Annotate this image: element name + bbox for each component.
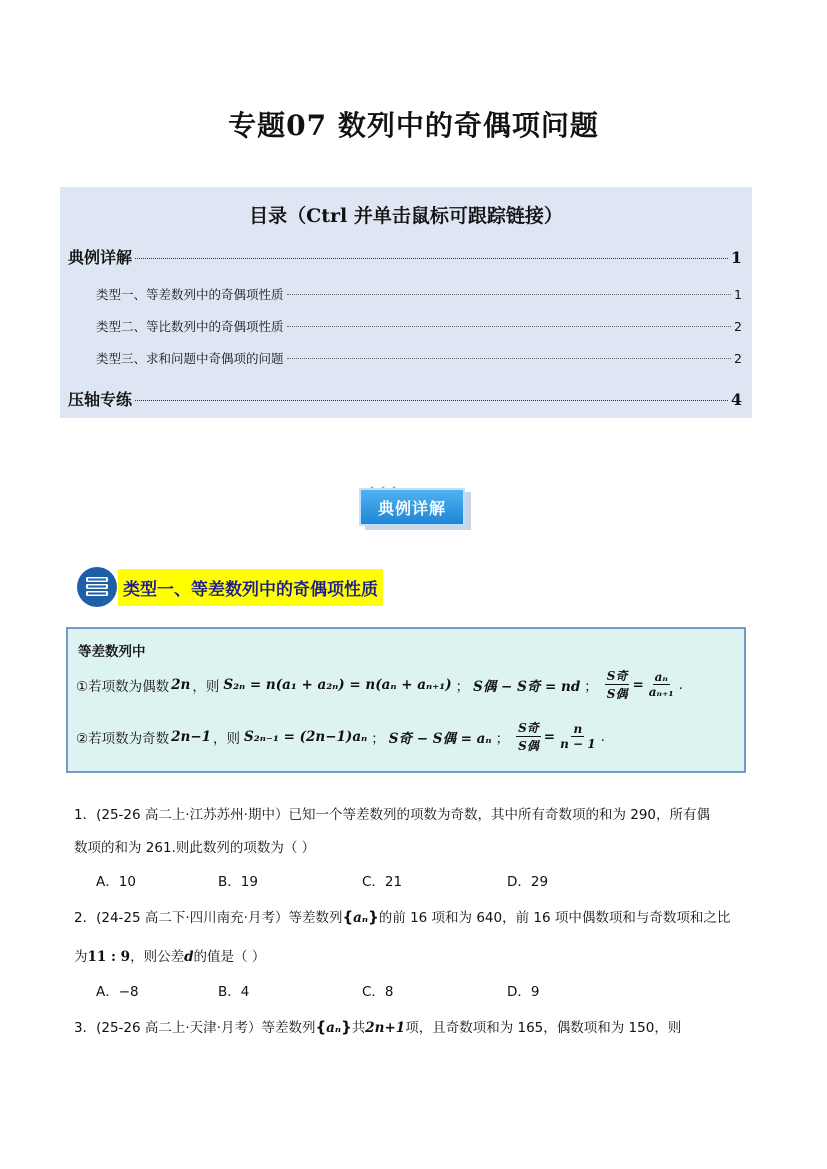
section-heading-type-1 xyxy=(77,567,383,607)
fraction-denominator: n − 1 xyxy=(560,737,596,751)
equals-sign: = xyxy=(543,728,556,745)
sequence-symbol: aₙ xyxy=(353,910,369,926)
brace: { xyxy=(342,908,354,926)
toc-heading: 目录（Ctrl 并单击鼠标可跟踪链接） xyxy=(249,205,563,227)
question-2-option-d[interactable]: D．9 xyxy=(507,984,540,1000)
separator: ； xyxy=(455,678,470,695)
toc-leader-dots xyxy=(287,294,732,295)
math-expression: 2n−1 xyxy=(171,728,212,745)
question-1-option-d[interactable]: D．29 xyxy=(507,874,549,890)
math-formula: S偶 − S奇 = nd xyxy=(473,678,581,695)
question-1-option-c[interactable]: C．21 xyxy=(362,874,403,890)
even-terms-rule xyxy=(76,667,683,702)
toc-entry-type-2[interactable] xyxy=(96,317,742,335)
books-stack-icon xyxy=(77,567,117,607)
toc-entry-practice[interactable] xyxy=(68,387,742,410)
toc-entry-label: 压轴专练 xyxy=(68,390,133,409)
question-text: 共 xyxy=(351,1020,366,1036)
toc-entry-type-3[interactable] xyxy=(96,349,742,367)
math-fraction xyxy=(647,670,676,699)
rule-text: ②若项数为奇数 xyxy=(76,730,170,747)
fraction-denominator: aₙ₊₁ xyxy=(648,685,674,699)
fraction-numerator: n xyxy=(573,722,583,736)
question-1-option-a[interactable]: A．10 xyxy=(96,874,136,890)
question-3-line-1 xyxy=(74,1016,681,1036)
toc-leader-dots xyxy=(287,358,732,359)
formula-box xyxy=(66,627,746,773)
sequence-symbol: aₙ xyxy=(326,1020,342,1036)
math-variable: d xyxy=(184,949,194,965)
question-text: 的值是（ ） xyxy=(193,949,266,965)
fraction-denominator: S偶 xyxy=(518,739,539,753)
question-text: 2．(24-25 高二下·四川南充·月考）等差数列 xyxy=(74,910,343,926)
odd-terms-rule xyxy=(76,719,605,754)
toc-entry-label: 类型二、等比数列中的奇偶项性质 xyxy=(96,319,284,334)
fraction-numerator: aₙ xyxy=(654,670,668,684)
question-2-line-1 xyxy=(74,906,730,926)
question-text: 3．(25-26 高二上·天津·月考）等差数列 xyxy=(74,1020,316,1036)
rule-text: ，则 xyxy=(213,730,241,747)
table-of-contents xyxy=(60,187,752,418)
equals-sign: = xyxy=(632,676,644,693)
separator: ； xyxy=(495,730,510,747)
page-title: 专题07 数列中的奇偶项问题 xyxy=(228,109,599,142)
math-formula: S₂ₙ = n(a₁ + a₂ₙ) = n(aₙ + aₙ₊₁) xyxy=(223,676,452,693)
toc-entry-examples[interactable] xyxy=(68,245,742,268)
fraction-numerator: S奇 xyxy=(518,721,539,735)
toc-page-number: 1 xyxy=(730,248,742,267)
math-expression: 2n+1 xyxy=(365,1020,406,1036)
fraction-denominator: S偶 xyxy=(606,687,628,701)
separator: ； xyxy=(584,678,598,695)
toc-entry-label: 类型三、求和问题中奇偶项的问题 xyxy=(96,351,284,366)
toc-entry-label: 典例详解 xyxy=(68,248,133,267)
question-2-option-a[interactable]: A．−8 xyxy=(96,984,139,1000)
brace: } xyxy=(368,908,379,926)
math-fraction xyxy=(516,719,541,754)
toc-leader-dots xyxy=(135,258,728,259)
question-1-line-1: 1．(25-26 高二上·江苏苏州·期中）已知一个等差数列的项数为奇数，其中所有奇数项的和为 290，所有偶 xyxy=(74,807,711,823)
fraction-numerator: S奇 xyxy=(606,669,628,683)
brace: { xyxy=(315,1018,327,1036)
period: . xyxy=(600,728,605,745)
period: . xyxy=(678,676,683,693)
rule-text: ①若项数为偶数 xyxy=(76,678,170,695)
separator: ； xyxy=(371,730,385,747)
brace: } xyxy=(341,1018,352,1036)
rule-text: ，则 xyxy=(192,678,220,695)
badge-label: 典例详解 xyxy=(359,488,465,526)
math-formula: S₂ₙ₋₁ = (2n−1)aₙ xyxy=(244,728,368,745)
question-1-option-b[interactable]: B．19 xyxy=(218,874,258,890)
toc-page-number: 2 xyxy=(734,319,742,334)
question-2-option-b[interactable]: B．4 xyxy=(218,984,250,1000)
toc-page-number: 1 xyxy=(734,287,742,302)
math-fraction xyxy=(558,722,597,751)
question-2-option-c[interactable]: C．8 xyxy=(362,984,394,1000)
ratio-expression: 11 : 9 xyxy=(87,949,131,965)
math-expression: 2n xyxy=(171,676,191,693)
toc-leader-dots xyxy=(135,400,728,401)
question-text: 为 xyxy=(74,949,88,965)
math-formula: S奇 − S偶 = aₙ xyxy=(388,730,492,747)
question-text: 项，且奇数项和为 165，偶数项和为 150，则 xyxy=(405,1020,682,1036)
toc-entry-label: 类型一、等差数列中的奇偶项性质 xyxy=(96,287,284,302)
math-fraction xyxy=(605,667,630,702)
toc-leader-dots xyxy=(287,326,732,327)
question-1-line-2: 数项的和为 261.则此数列的项数为（ ） xyxy=(74,840,316,856)
toc-entry-type-1[interactable] xyxy=(96,285,742,303)
box-title: 等差数列中 xyxy=(78,644,146,660)
toc-page-number: 2 xyxy=(734,351,742,366)
question-text: ，则公差 xyxy=(130,949,185,965)
section-label: 类型一、等差数列中的奇偶项性质 xyxy=(118,569,383,606)
question-text: 的前 16 项和为 640，前 16 项中偶数项和与奇数项和之比 xyxy=(378,910,731,926)
examples-badge xyxy=(359,486,469,530)
question-2-line-2 xyxy=(74,945,265,965)
toc-page-number: 4 xyxy=(730,390,742,409)
